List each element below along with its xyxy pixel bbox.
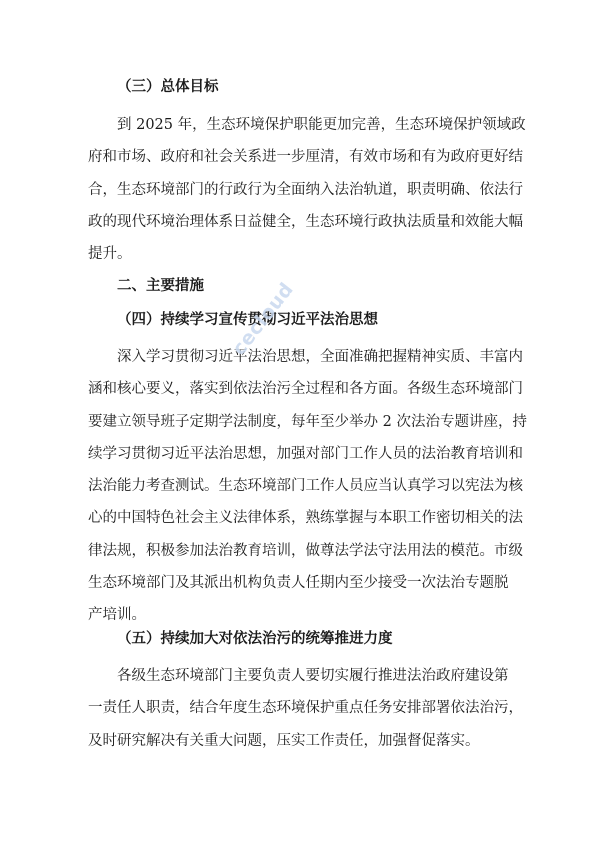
section-3-heading: （三）总体目标 <box>117 79 219 95</box>
paragraph-line: 续学习贯彻习近平法治思想，加强对部门工作人员的法治教育培训和 <box>88 445 523 462</box>
paragraph-line: 府和市场、政府和社会关系进一步厘清，有效市场和有为政府更好结 <box>88 149 523 166</box>
section-4-heading: （四）持续学习宣传贯彻习近平法治思想 <box>117 312 378 328</box>
section-3-paragraph <box>88 109 526 270</box>
paragraph-line: 律法规，积极参加法治教育培训，做尊法学法守法用法的模范。市级 <box>88 542 523 559</box>
paragraph-line: 提升。 <box>88 246 132 263</box>
part-2-heading: 二、主要措施 <box>117 278 204 294</box>
paragraph-line: 要建立领导班子定期学法制度，每年至少举办 2 次法治专题讲座，持 <box>88 413 527 430</box>
paragraph-line: 涵和核心要义，落实到依法治污全过程和各方面。各级生态环境部门 <box>88 381 523 398</box>
watermark-logo: cecloud <box>228 278 299 360</box>
section-5-heading: （五）持续加大对依法治污的统筹推进力度 <box>117 631 393 647</box>
paragraph-line: 一责任人职责，结合年度生态环境保护重点任务安排部署依法治污， <box>88 700 523 717</box>
paragraph-line: 及时研究解决有关重大问题，压实工作责任，加强督促落实。 <box>88 732 480 749</box>
paragraph-line: 法治能力考查测试。生态环境部门工作人员应当认真学习以宪法为核 <box>88 478 523 495</box>
paragraph-line: 深入学习贯彻习近平法治思想，全面准确把握精神实质、丰富内 <box>117 349 523 365</box>
paragraph-line: 心的中国特色社会主义法律体系，熟练掌握与本职工作密切相关的法 <box>88 510 523 527</box>
section-4-paragraph <box>88 341 527 632</box>
section-5-paragraph <box>88 660 523 757</box>
paragraph-line: 生态环境部门及其派出机构负责人任期内至少接受一次法治专题脱 <box>88 575 509 592</box>
paragraph-line: 政的现代环境治理体系日益健全，生态环境行政执法质量和效能大幅 <box>88 213 523 230</box>
paragraph-line: 合，生态环境部门的行政行为全面纳入法治轨道，职责明确、依法行 <box>88 181 523 198</box>
paragraph-line: 各级生态环境部门主要负责人要切实履行推进法治政府建设第 <box>117 668 509 684</box>
paragraph-line: 到 2025 年，生态环境保护职能更加完善，生态环境保护领域政 <box>117 117 526 133</box>
paragraph-line: 产培训。 <box>88 607 146 624</box>
